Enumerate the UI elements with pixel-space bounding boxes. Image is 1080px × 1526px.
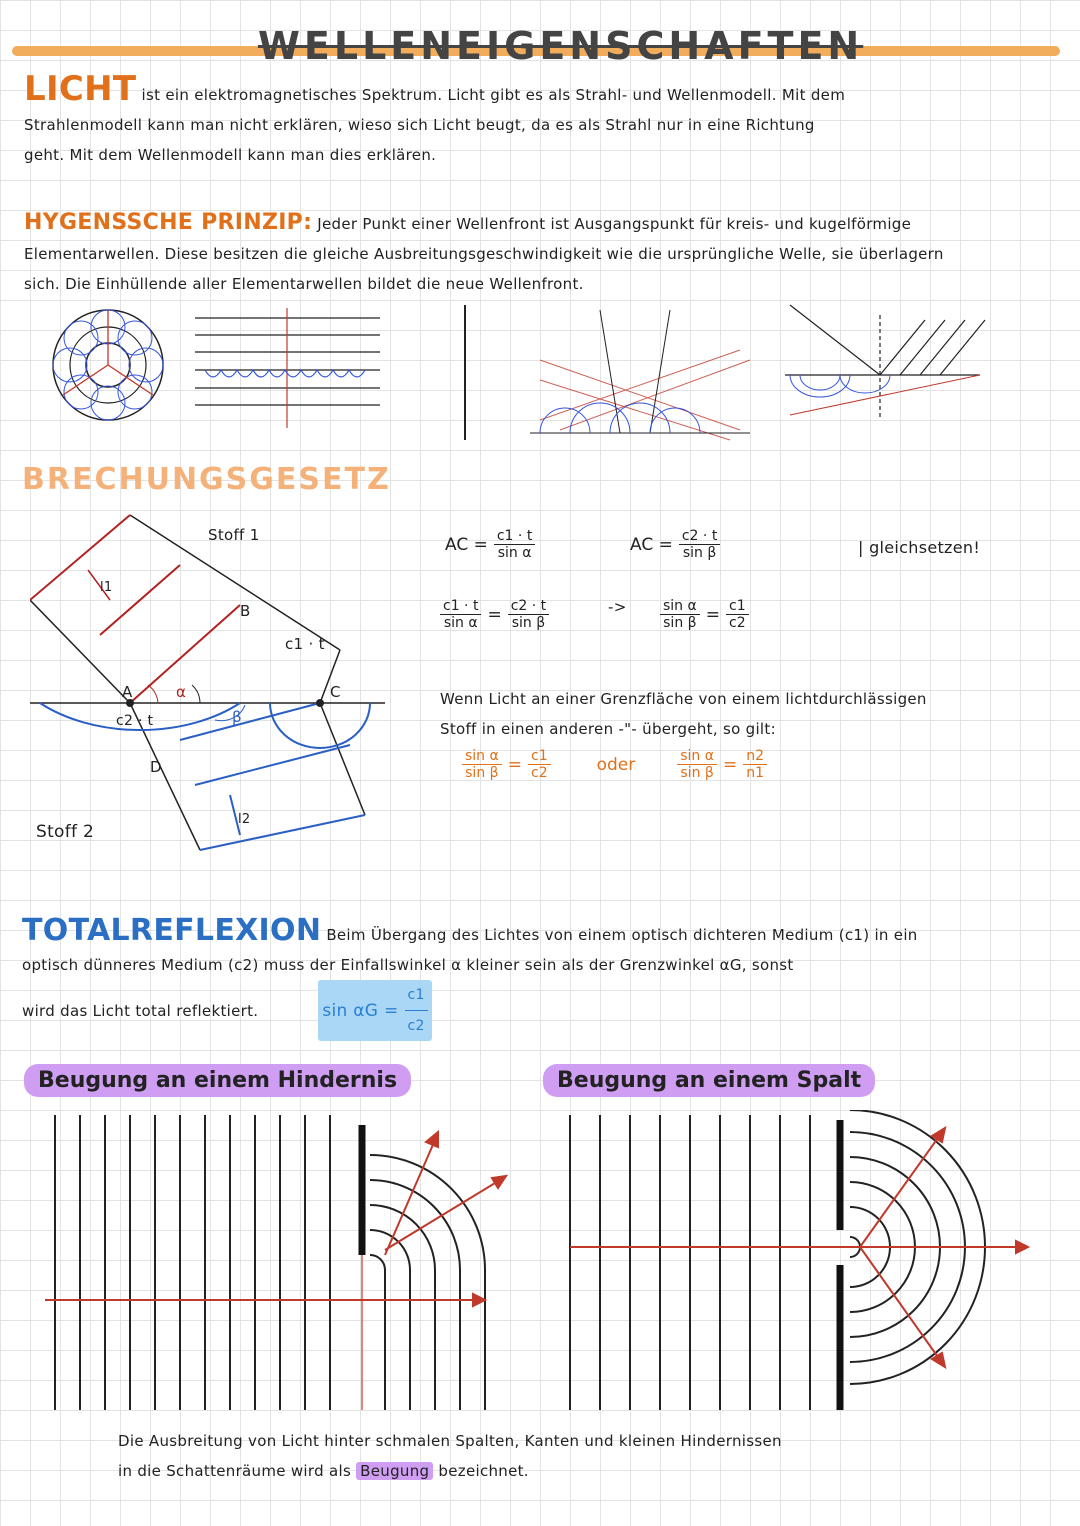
hindernis-arrows: [45, 1132, 506, 1410]
beugung-line-2a: in die Schattenräume wird als: [118, 1462, 352, 1480]
huygens-heading: HYGENSSCHE PRINZIP:: [24, 210, 313, 235]
beugung-spalt-heading: Beugung an einem Spalt: [543, 1064, 875, 1097]
label-C: C: [330, 683, 341, 701]
refraction-sketch: [785, 305, 985, 420]
total-line-3: wird das Licht total reflektiert.: [22, 1001, 259, 1020]
beugung-line-1: Die Ausbreitung von Licht hinter schmalen Spalten, Kanten und kleinen Hindernissen: [118, 1432, 782, 1450]
diffraction-diagrams: [40, 1110, 1040, 1420]
gleichsetzen-note: | gleichsetzen!: [858, 538, 981, 557]
formula-equate: $\frac{c1 \cdot t}{\text{sin α}}$ = $\frac{c2 \cdot t}{\text{sin β}}$: [440, 598, 549, 631]
licht-line-3: geht. Mit dem Wellenmodell kann man dies erklären.: [24, 146, 437, 164]
stoff2-label: Stoff 2: [36, 822, 95, 842]
licht-line-1: ist ein elektromagnetisches Spektrum. Licht gibt es als Strahl- und Wellenmodell. Mit dem: [141, 86, 846, 104]
plane-wave-sketch: [195, 308, 380, 428]
reflection-sketch: [530, 310, 750, 440]
huygens-sketches: [40, 300, 1060, 450]
beugung-definition: [118, 1426, 1018, 1486]
total-heading: TOTALREFLEXION: [22, 913, 322, 948]
formula-result: $\frac{\text{sin α}}{\text{sin β}}$ = $\frac{c1}{c2}$: [660, 598, 749, 631]
formula-ac-beta: AC = $\frac{c2 \cdot t}{\text{sin β}}$: [630, 528, 720, 561]
label-l2: l2: [238, 812, 251, 827]
label-alpha: α: [176, 683, 187, 701]
rule-formulas: $\frac{\text{sin α}}{\text{sin β}}$ = $\frac{c1}{c2}$ oder $\frac{\text{sin α}}{\text{sin β}}$ = $\frac{n2}{n1}$: [462, 748, 767, 781]
beugung-line-2b: bezeichnet.: [438, 1462, 529, 1480]
label-D: D: [150, 758, 162, 776]
licht-heading: LICHT: [24, 69, 137, 109]
label-c2t: c2 · t: [116, 713, 154, 729]
label-c1t: c1 · t: [285, 635, 325, 653]
hindernis-diffracted-waves: [370, 1155, 485, 1410]
total-paragraph: [22, 913, 1062, 1041]
refraction-diagram: [30, 510, 400, 870]
beugung-highlight: Beugung: [356, 1462, 433, 1480]
total-formula: sin αG = $\frac{c1}{c2}$: [318, 980, 431, 1041]
total-line-2: optisch dünneres Medium (c2) muss der Einfallswinkel α kleiner sein als der Grenzwinkel αG, sonst: [22, 956, 794, 974]
arrow: ->: [608, 598, 627, 616]
total-line-1: Beim Übergang des Lichtes von einem optisch dichteren Medium (c1) in ein: [326, 926, 918, 944]
stoff1-label: Stoff 1: [208, 526, 260, 544]
spalt-plane-waves: [570, 1115, 810, 1410]
page-title: WELLENEIGENSCHAFTEN: [258, 24, 864, 68]
label-B: B: [240, 602, 251, 620]
beugung-hindernis-heading: Beugung an einem Hindernis: [24, 1064, 411, 1097]
licht-paragraph: [24, 69, 1064, 170]
label-l1: l1: [100, 580, 113, 595]
huygens-paragraph: [24, 208, 1064, 299]
huygens-line-3: sich. Die Einhüllende aller Elementarwellen bildet die neue Wellenfront.: [24, 275, 584, 293]
label-beta: β: [232, 708, 242, 726]
hindernis-plane-waves: [55, 1115, 330, 1410]
huygens-line-1: Jeder Punkt einer Wellenfront ist Ausgangspunkt für kreis- und kugelförmige: [317, 215, 912, 233]
circular-wave-sketch: [53, 310, 163, 420]
formula-ac-alpha: AC = $\frac{c1 \cdot t}{\text{sin α}}$: [445, 528, 535, 561]
rule-line-1: Wenn Licht an einer Grenzfläche von einem lichtdurchlässigen: [440, 690, 927, 708]
huygens-line-2: Elementarwellen. Diese besitzen die gleiche Ausbreitungsgeschwindigkeit wie die ursprüngliche Welle, sie überlagern: [24, 245, 944, 263]
brechung-rule: [440, 684, 1065, 744]
brechung-heading: BRECHUNGSGESETZ: [22, 462, 391, 497]
rule-line-2: Stoff in einen anderen -"- übergeht, so gilt:: [440, 720, 776, 738]
spalt-arrows: [570, 1128, 1028, 1367]
licht-line-2: Strahlenmodell kann man nicht erklären, wieso sich Licht beugt, da es als Strahl nur in eine Richtung: [24, 116, 815, 134]
label-A: A: [122, 683, 133, 701]
